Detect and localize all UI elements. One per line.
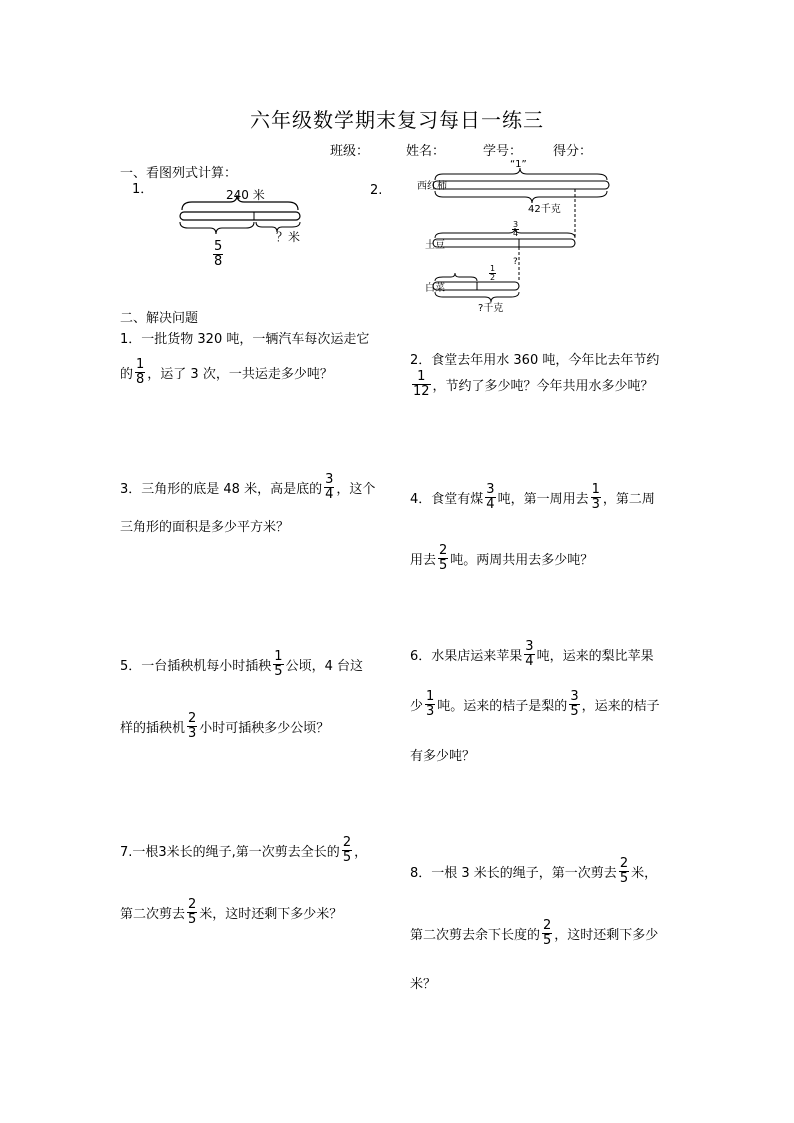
q8-frac2-den: 5 <box>543 932 552 948</box>
q4-frac1-num: 3 <box>486 482 495 497</box>
q1-line1 <box>120 328 369 347</box>
q3-text1b: ，这个 <box>336 481 376 497</box>
q4-text1a: 4．食堂有煤 <box>410 491 484 507</box>
q3-fraction <box>324 473 334 501</box>
q6-fraction1 <box>524 640 534 668</box>
class-label: 班级： <box>330 144 370 159</box>
q5-line1 <box>120 650 363 678</box>
q3-text2: 三角形的面积是多少平方米？ <box>120 520 290 535</box>
q4-frac2-num: 1 <box>591 482 600 497</box>
q4-frac1-den: 4 <box>486 496 495 512</box>
q1-text2a: 的 <box>120 366 134 382</box>
q5-frac1-den: 5 <box>274 663 283 679</box>
q6-fraction3 <box>569 690 579 718</box>
q3-text1a: 3．三角形的底是 48 米，高是底的 <box>120 481 323 497</box>
q8-fraction2 <box>542 919 552 947</box>
q4-text2a: 用去 <box>410 552 437 568</box>
q6-text2c: ，运来的桔子 <box>581 698 660 714</box>
q4-frac3-num: 2 <box>439 543 448 558</box>
row3-frac-num: 1 <box>490 264 496 273</box>
figure1-frac-num: 5 <box>214 239 223 254</box>
q3-frac-den: 4 <box>325 486 334 502</box>
q1-line2 <box>120 358 333 386</box>
row1-label-tomato: 西红柿 <box>417 181 447 192</box>
q6-line3 <box>410 745 475 764</box>
q7-frac1-num: 2 <box>342 835 352 850</box>
q7-frac2-den: 5 <box>188 911 197 927</box>
q2-frac-num: 1 <box>417 369 426 384</box>
q6-frac1-num: 3 <box>525 639 534 654</box>
row2-frac-den: 4 <box>513 229 519 238</box>
q3-frac-num: 3 <box>325 472 334 487</box>
q2-line1 <box>410 349 659 368</box>
figure1-number: 1． <box>132 182 154 197</box>
student-id-label: 学号： <box>483 144 523 159</box>
q1-fraction <box>135 358 145 386</box>
q8-text2a: 第二次剪去余下长度的 <box>410 927 541 943</box>
q6-text3: 有多少吨？ <box>410 749 476 764</box>
q7-line1 <box>120 836 367 864</box>
q6-text2b: 吨。运来的桔子是梨的 <box>437 698 568 714</box>
q2-text1: 2．食堂去年用水 360 吨，今年比去年节约 <box>410 353 660 368</box>
figure1-unknown-label: ？米 <box>276 230 301 244</box>
q8-frac1-den: 5 <box>619 870 629 886</box>
q5-frac1-num: 1 <box>274 649 283 664</box>
q1-text2b: ，运了 3 次，一共运走多少吨？ <box>147 366 333 382</box>
q6-text1a: 6．水果店运来苹果 <box>410 648 523 664</box>
q5-fraction1 <box>273 650 283 678</box>
q5-line2 <box>120 712 329 740</box>
q8-line3 <box>410 973 436 992</box>
row3-value-label: ?千克 <box>478 303 504 314</box>
q8-text2b: ，这时还剩下多少 <box>554 927 659 943</box>
row2-fraction <box>510 212 521 238</box>
figure1-frac-den: 8 <box>214 253 223 269</box>
q7-text2a: 第二次剪去 <box>120 906 186 922</box>
score-label: 得分： <box>553 144 593 159</box>
q6-fraction2 <box>425 690 435 718</box>
q6-frac2-num: 1 <box>426 689 435 704</box>
q5-text2a: 样的插秧机 <box>120 720 186 736</box>
figure1-fraction <box>211 235 225 268</box>
row3-frac-den: 2 <box>490 273 496 282</box>
q4-fraction2 <box>591 483 601 511</box>
q7-fraction1 <box>342 836 352 864</box>
q8-text3: 米？ <box>410 977 437 992</box>
q5-text1a: 5．一台插秧机每小时插秧 <box>120 658 272 674</box>
q8-frac2-num: 2 <box>543 918 552 933</box>
row1-value-label: 42千克 <box>528 204 561 215</box>
figure2-number: 2. <box>370 183 383 198</box>
row3-fraction <box>487 256 498 282</box>
row2-label-potato: 土豆 <box>425 240 445 251</box>
page-title: 六年级数学期末复习每日一练三 <box>250 108 544 132</box>
q7-fraction2 <box>187 898 197 926</box>
q4-fraction1 <box>485 483 495 511</box>
q4-text1b: 吨，第一周用去 <box>497 491 589 507</box>
q6-frac2-den: 3 <box>426 703 435 719</box>
q5-fraction2 <box>187 712 197 740</box>
q8-line1 <box>410 857 657 885</box>
q4-text1c: ，第二周 <box>602 491 655 507</box>
q2-frac-den: 12 <box>413 383 430 399</box>
q4-text2b: 吨。两周共用去多少吨？ <box>450 552 594 568</box>
q3-line1 <box>120 473 375 501</box>
q7-line2 <box>120 898 342 926</box>
q2-text2b: ，节约了多少吨？今年共用水多少吨？ <box>432 378 654 394</box>
q8-text1a: 8．一根 3 米长的绳子，第一次剪去 <box>410 865 617 881</box>
q5-text1b: 公顷，4 台这 <box>285 658 363 674</box>
q6-line2 <box>410 690 660 718</box>
q1-frac-den: 8 <box>136 371 145 387</box>
row2-frac-num: 3 <box>513 220 519 229</box>
q4-line2 <box>410 544 593 572</box>
q7-frac1-den: 5 <box>342 849 352 865</box>
q8-text1b: 米， <box>631 865 658 881</box>
q6-text2a: 少 <box>410 698 424 714</box>
q8-frac1-num: 2 <box>619 856 629 871</box>
q8-line2 <box>410 919 658 947</box>
q4-frac2-den: 3 <box>591 496 600 512</box>
section2-heading: 二、解决问题 <box>120 311 199 326</box>
row3-label-cabbage: 白菜 <box>425 283 445 294</box>
q6-line1 <box>410 640 654 668</box>
q4-frac3-den: 5 <box>439 557 448 573</box>
q5-text2b: 小时可插秧多少公顷？ <box>199 720 330 736</box>
q7-text1b: ， <box>354 844 368 860</box>
name-label: 姓名： <box>406 144 446 159</box>
q1-frac-num: 1 <box>136 357 145 372</box>
one-mark-label: “1” <box>510 159 527 170</box>
q5-frac2-num: 2 <box>188 711 197 726</box>
section1-heading: 一、看图列式计算： <box>120 166 238 181</box>
q6-frac3-num: 3 <box>570 689 579 704</box>
q6-text1b: 吨，运来的梨比苹果 <box>536 648 654 664</box>
figure1-total-label: 240 米 <box>226 188 265 202</box>
q2-line2 <box>410 370 654 398</box>
q7-text1a: 7.一根3米长的绳子,第一次剪去全长的 <box>120 844 340 860</box>
q8-fraction1 <box>619 857 629 885</box>
q2-fraction <box>412 370 431 398</box>
row2-unknown-label: ? <box>513 257 518 267</box>
q3-line2 <box>120 516 289 535</box>
q7-frac2-num: 2 <box>188 897 197 912</box>
q1-text1: 1．一批货物 320 吨，一辆汽车每次运走它 <box>120 332 370 347</box>
q6-frac1-den: 4 <box>525 653 534 669</box>
q4-line1 <box>410 483 655 511</box>
q4-fraction3 <box>438 544 448 572</box>
q5-frac2-den: 3 <box>188 725 197 741</box>
q7-text2b: 米，这时还剩下多少米？ <box>199 906 343 922</box>
q6-frac3-den: 5 <box>570 703 579 719</box>
